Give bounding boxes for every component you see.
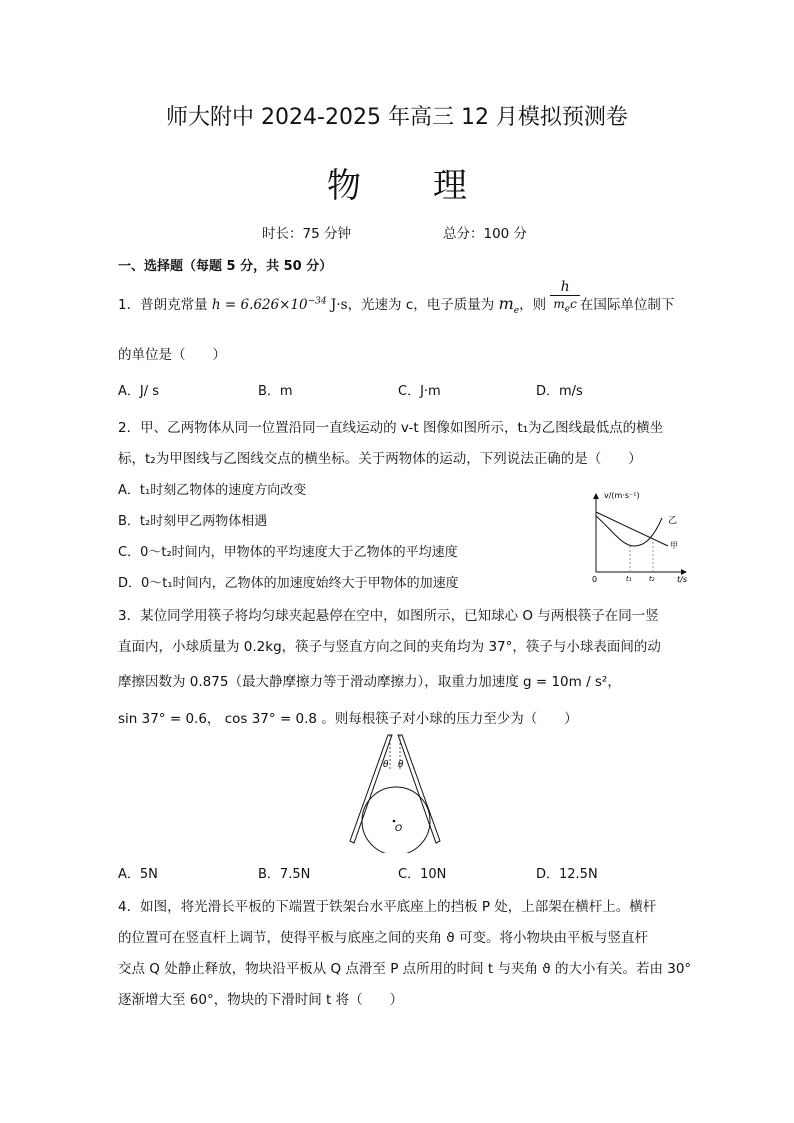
graph-t1-label: t₁ [626,575,632,583]
q1-electron-mass: $m_e$ [498,294,520,317]
question-4-stem-line4: 逐渐增大至 60°，物块的下滑时间 t 将（ ） [118,992,404,1008]
question-2-stem-line2: 标，t₂为甲图线与乙图线交点的横坐标。关于两物体的运动，下列说法正确的是（ ） [118,451,642,467]
q1-option-c[interactable]: C．J·m [398,384,441,399]
q1-text-then: ，则 [519,297,547,314]
q1-text-post: 在国际单位制下 [579,297,675,314]
exam-duration: 时长：75 分钟 [262,226,351,242]
q1-unit: J·s [326,297,348,314]
vt-graph [588,488,698,586]
question-3-stem-line1: 3．某位同学用筷子将均匀球夹起悬停在空中，如图所示，已知球心 O 与两根筷子在同一竖 [118,608,659,624]
q1-text-mid: ，光速为 c，电子质量为 [347,297,499,314]
line-jia [596,512,668,546]
theta-left: θ [383,760,389,770]
q1-planck-expr: $h = 6.626\times 10^{-34}$ [211,296,327,314]
curve-yi [596,516,662,546]
graph-t2-label: t₂ [649,575,655,583]
q3-option-c[interactable]: C．10N [398,867,447,882]
subject-char-2: 理 [433,166,467,206]
q3-option-d[interactable]: D．12.5N [536,867,598,882]
graph-xlabel: t/s [677,575,687,584]
q1-text-pre: 1．普朗克常量 [118,297,208,314]
graph-label-yi: 乙 [668,516,678,526]
q1-fraction: $\frac{h}{m_ec}$ [550,279,579,317]
ball-center-label: O [395,824,403,834]
question-1-stem-line2: 的单位是（ ） [118,347,226,363]
question-3-stem-line3: 摩擦因数为 0.875（最大静摩擦力等于滑动摩擦力），取重力加速度 g = 10m / s²， [118,674,621,690]
question-4-stem-line3: 交点 Q 处静止释放，物块沿平板从 Q 点滑至 P 点所用的时间 t 与夹角 ϑ 的大小有关。若由 30° [118,961,692,977]
graph-ylabel: v/(m·s⁻¹) [604,491,640,500]
ball [362,787,430,853]
exam-title: 师大附中 2024-2025 年高三 12 月模拟预测卷 [166,105,628,130]
q2-option-c[interactable]: C．0～t₂时间内，甲物体的平均速度大于乙物体的平均速度 [118,545,458,560]
section-heading: 一、选择题（每题 5 分，共 50 分） [118,259,333,274]
exam-total-score: 总分：100 分 [443,226,528,242]
q2-option-a[interactable]: A．t₁时刻乙物体的速度方向改变 [118,483,307,498]
q3-option-b[interactable]: B．7.5N [258,867,311,882]
question-2-stem-line1: 2．甲、乙两物体从同一位置沿同一直线运动的 v-t 图像如图所示，t₁为乙图线最低点的横坐 [118,420,664,436]
q1-option-d[interactable]: D．m/s [536,384,583,399]
q2-option-b[interactable]: B．t₂时刻甲乙两物体相遇 [118,514,268,529]
subject-title [0,158,794,207]
q1-option-a[interactable]: A．J/ s [118,384,160,399]
subject-char-1: 物 [327,166,361,206]
question-4-stem-line2: 的位置可在竖直杆上调节，使得平板与底座之间的夹角 ϑ 可变。将小物块由平板与竖直杆 [118,930,648,946]
graph-label-jia: 甲 [670,541,678,550]
question-4-stem-line1: 4．如图，将光滑长平板的下端置于铁架台水平底座上的挡板 P 处，上部架在横杆上。横杆 [118,899,657,915]
theta-right: θ [398,760,404,770]
right-chopstick [398,735,440,843]
chopsticks-figure [343,733,453,853]
graph-origin: 0 [592,575,598,584]
question-3-stem-line2: 直面内，小球质量为 0.2kg，筷子与竖直方向之间的夹角均为 37°，筷子与小球表面间的动 [118,639,661,655]
q1-option-b[interactable]: B．m [258,384,293,399]
question-3-stem-line4: sin 37° = 0.6， cos 37° = 0.8 。则每根筷子对小球的压力至少为（ ） [118,711,578,727]
question-1-stem [118,279,675,317]
q3-option-a[interactable]: A．5N [118,867,158,882]
ball-center-dot [393,820,396,823]
q2-option-d[interactable]: D．0～t₁时间内，乙物体的加速度始终大于甲物体的加速度 [118,576,459,591]
